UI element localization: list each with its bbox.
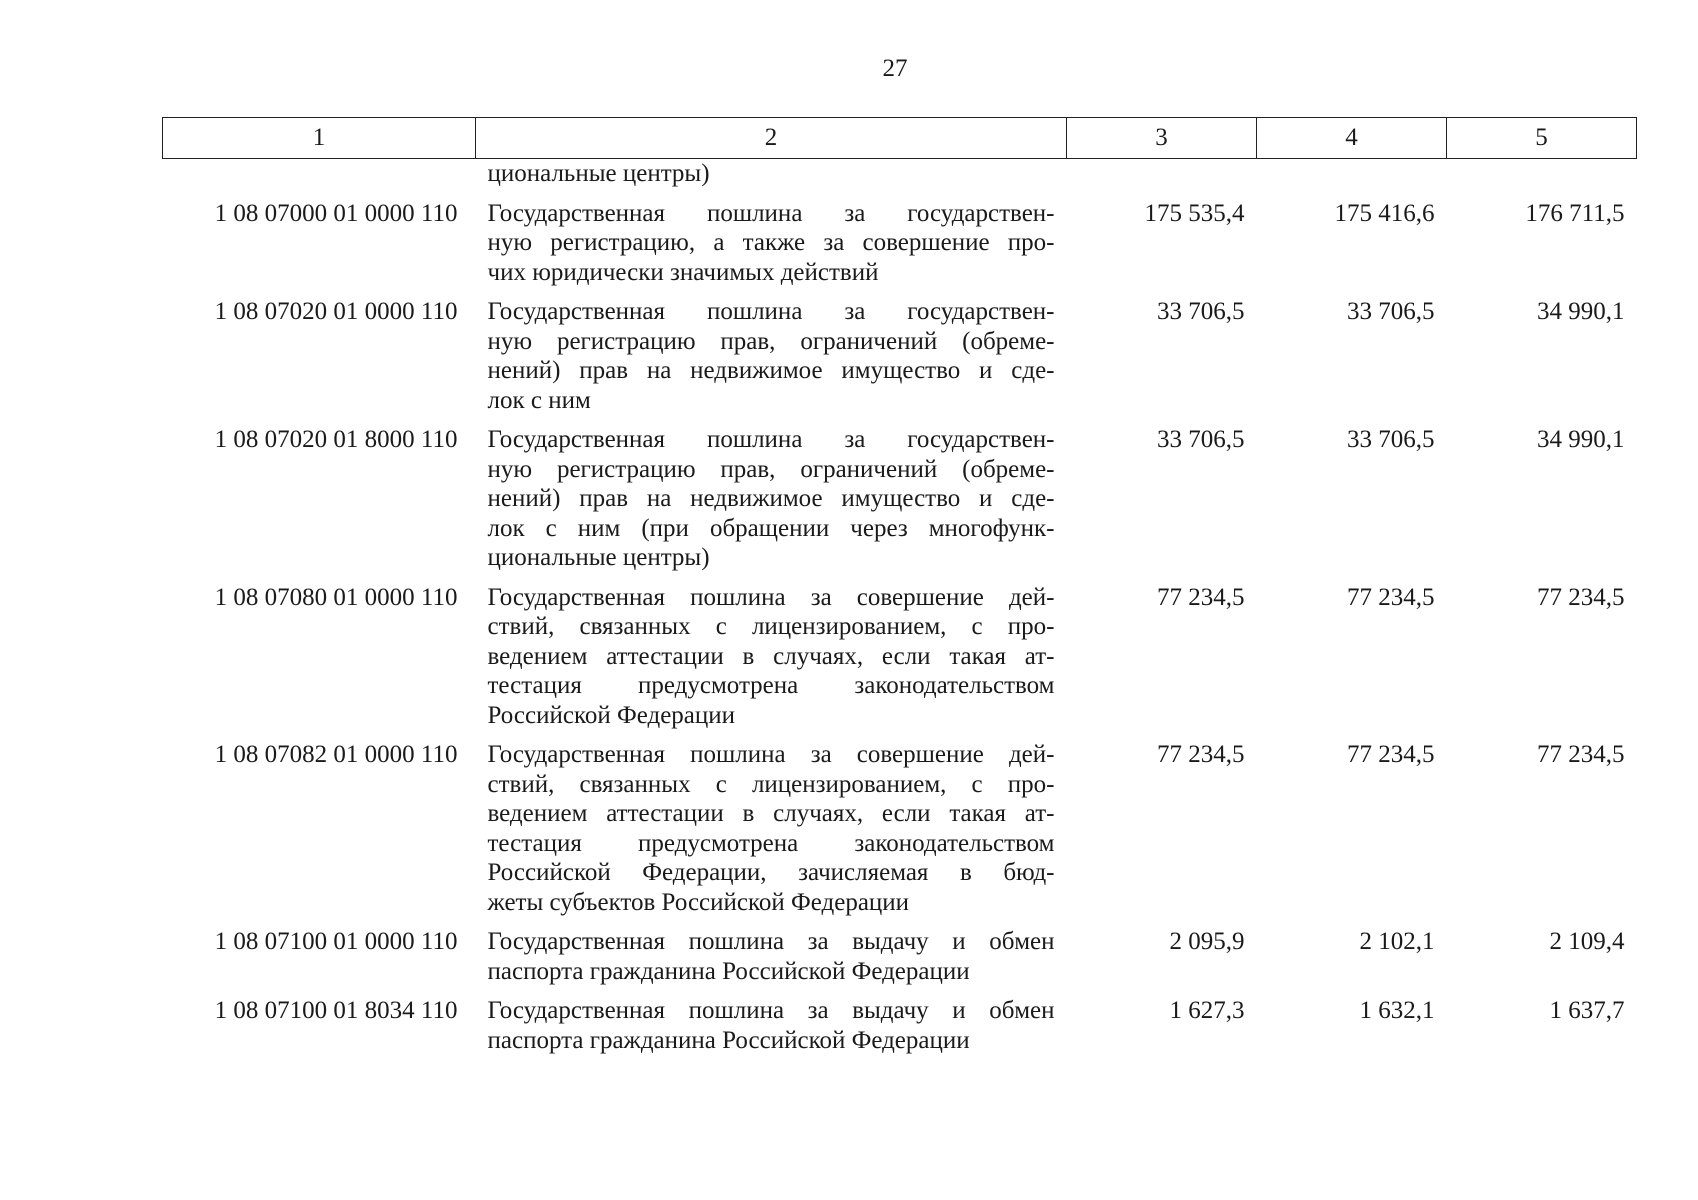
revenue-name-line: тестация предусмотрена законодательством: [487, 829, 1055, 857]
continuation-text: [476, 159, 1067, 199]
revenue-name-line: Государственная пошлина за совершение дей-: [487, 741, 1055, 768]
revenue-name-line: чих юридически значимых действий: [487, 258, 879, 286]
revenue-name-line: паспорта гражданина Российской Федерации: [487, 1026, 970, 1054]
revenue-name: [476, 583, 1067, 741]
header-row: [163, 118, 1637, 159]
revenue-name: [476, 740, 1067, 927]
revenue-name-line: тестация предусмотрена законодательством: [487, 672, 1055, 699]
revenue-name-line: ствий, связанных с лицензированием, с про-: [487, 613, 1055, 640]
header-col-2: 2: [476, 118, 1067, 159]
header-col-3: 3: [1067, 118, 1257, 159]
table-row: [163, 927, 1637, 996]
continuation-empty-5: [1447, 159, 1637, 199]
revenue-name-line: ведением аттестации в случаях, если такая ат-: [487, 800, 1055, 827]
revenue-name-line: Российской Федерации: [487, 701, 736, 729]
amount-col-4: 77 234,5: [1347, 583, 1435, 611]
table-row: [163, 740, 1637, 927]
revenue-code: 1 08 07082 01 0000 110: [214, 741, 458, 768]
revenue-name-line: ведением аттестации в случаях, если такая ат-: [487, 642, 1055, 670]
continuation-text-line: циональные центры): [487, 160, 710, 187]
amount-col-3: 77 234,5: [1157, 741, 1245, 768]
table-row: [163, 583, 1637, 741]
revenue-code: 1 08 07080 01 0000 110: [214, 583, 458, 611]
revenue-name: [476, 927, 1067, 996]
amount-col-5: 176 711,5: [1525, 199, 1625, 227]
amount-col-3: 175 535,4: [1144, 199, 1245, 227]
amount-col-5: 34 990,1: [1537, 298, 1625, 325]
header-col-5: 5: [1447, 118, 1637, 159]
amount-col-3: 2 095,9: [1169, 928, 1245, 955]
table-body: [163, 159, 1637, 1066]
revenue-name-line: нений) прав на недвижимое имущество и сде-: [487, 485, 1055, 512]
amount-col-4: 1 632,1: [1359, 997, 1435, 1024]
revenue-name-line: лок с ним: [487, 386, 591, 414]
revenue-name-line: жеты субъектов Российской Федерации: [487, 888, 910, 916]
continuation-row: [163, 159, 1637, 199]
amount-col-5: 2 109,4: [1549, 928, 1625, 955]
revenue-name-line: Государственная пошлина за выдачу и обмен: [487, 997, 1055, 1024]
budget-table: [162, 117, 1637, 1065]
revenue-name-line: Российской Федерации, зачисляемая в бюд-: [487, 859, 1055, 886]
table-header: [163, 118, 1637, 159]
revenue-name-line: ствий, связанных с лицензированием, с про-: [487, 770, 1055, 798]
revenue-code: 1 08 07020 01 0000 110: [214, 298, 458, 325]
revenue-name-line: паспорта гражданина Российской Федерации: [487, 957, 970, 985]
amount-col-4: 33 706,5: [1347, 426, 1435, 453]
table-row: [163, 425, 1637, 583]
revenue-code: 1 08 07000 01 0000 110: [214, 199, 458, 227]
amount-col-5: 34 990,1: [1537, 426, 1625, 453]
table-row: [163, 199, 1637, 298]
revenue-name-line: Государственная пошлина за государствен-: [487, 298, 1055, 325]
revenue-name-line: ную регистрацию прав, ограничений (обреме-: [487, 327, 1055, 355]
revenue-name-line: циональные центры): [487, 544, 710, 571]
header-col-1: 1: [163, 118, 476, 159]
revenue-code: 1 08 07100 01 0000 110: [214, 928, 458, 955]
revenue-code: 1 08 07100 01 8034 110: [214, 997, 458, 1024]
amount-col-4: 2 102,1: [1359, 928, 1435, 955]
revenue-name-line: лок с ним (при обращении через многофунк-: [487, 514, 1055, 542]
table-row: [163, 996, 1637, 1065]
revenue-name: [476, 297, 1067, 425]
revenue-name-line: нений) прав на недвижимое имущество и сде-: [487, 357, 1055, 384]
amount-col-4: 33 706,5: [1347, 298, 1435, 325]
revenue-name: [476, 425, 1067, 583]
amount-col-3: 33 706,5: [1157, 426, 1245, 453]
amount-col-5: 77 234,5: [1537, 583, 1625, 611]
revenue-name-line: Государственная пошлина за совершение дей-: [487, 583, 1055, 611]
amount-col-5: 1 637,7: [1549, 997, 1625, 1024]
amount-col-5: 77 234,5: [1537, 741, 1625, 768]
amount-col-4: 175 416,6: [1334, 199, 1435, 227]
table-row: [163, 297, 1637, 425]
revenue-name-line: ную регистрацию, а также за совершение про-: [487, 229, 1055, 256]
revenue-name: [476, 199, 1067, 298]
continuation-code-cell: [163, 159, 476, 199]
budget-table-wrapper: [162, 117, 1636, 1065]
page-number: 27: [882, 55, 908, 82]
revenue-name-line: ную регистрацию прав, ограничений (обреме-: [487, 455, 1055, 483]
amount-col-4: 77 234,5: [1347, 741, 1435, 768]
revenue-name-line: Государственная пошлина за государствен-: [487, 199, 1055, 227]
continuation-empty-4: [1257, 159, 1447, 199]
amount-col-3: 1 627,3: [1169, 997, 1245, 1024]
revenue-code: 1 08 07020 01 8000 110: [214, 426, 458, 453]
revenue-name: [476, 996, 1067, 1065]
continuation-empty-3: [1067, 159, 1257, 199]
revenue-name-line: Государственная пошлина за выдачу и обмен: [487, 928, 1055, 955]
amount-col-3: 77 234,5: [1157, 583, 1245, 611]
amount-col-3: 33 706,5: [1157, 298, 1245, 325]
header-col-4: 4: [1257, 118, 1447, 159]
revenue-name-line: Государственная пошлина за государствен-: [487, 426, 1055, 453]
